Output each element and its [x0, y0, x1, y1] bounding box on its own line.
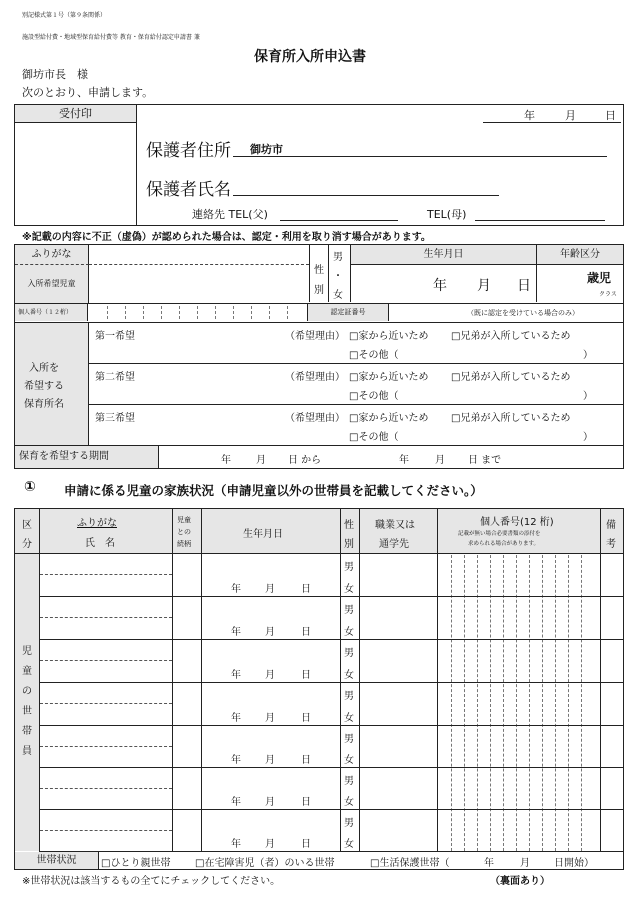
- section-number: ①: [24, 479, 36, 495]
- cert-note: （既に認定を受けている場合のみ）: [467, 309, 579, 317]
- age-label: 年齢区分: [537, 245, 623, 265]
- back-page-note: （裏面あり）: [490, 876, 550, 887]
- address-label: 保護者住所: [146, 141, 231, 161]
- preference-row-3[interactable]: 第三希望 （希望理由） □家から近いため □兄弟が入所しているため □その他（ ）: [89, 405, 623, 445]
- family-row[interactable]: 年 月 日 男 女: [40, 597, 623, 640]
- preference-row-1[interactable]: 第一希望 （希望理由） □家から近いため □兄弟が入所しているため □その他（ ）: [89, 323, 623, 363]
- address-value[interactable]: 御坊市: [250, 143, 283, 156]
- birth-input[interactable]: 年 月 日: [351, 265, 537, 302]
- family-row[interactable]: 年 月 日 男 女: [40, 768, 623, 810]
- birth-label: 生年月日: [351, 245, 537, 265]
- stamp-label: 受付印: [15, 105, 136, 123]
- intro-text: 次のとおり、申請します。: [22, 86, 154, 99]
- name-line[interactable]: [233, 195, 499, 196]
- period-input[interactable]: 年 月 日 から 年 月 日 まで: [221, 455, 502, 466]
- tel-mother-line[interactable]: [475, 220, 605, 221]
- near-checkbox[interactable]: □家から近いため: [349, 372, 429, 383]
- address-line: [233, 156, 607, 157]
- family-row[interactable]: 年 月 日 男 女: [40, 640, 623, 683]
- sex-select[interactable]: 男 ・ 女: [328, 245, 351, 302]
- class-label: クラス: [599, 291, 617, 298]
- child-block: ふりがな 入所希望児童 性 別 男 ・ 女 生年月日 年 月 日 年齢区分 歳児 クラス 個人番号（１２桁） 認定証番号 （既に認定を受けている場合のみ） 入所を 希望する 保育所名 第一希望 （希望理由） □家から近いため □兄弟が入所しているため □その他（ ） 第二希望 （希望理由） □家から近いため □兄弟が入所しているため □その他（ ） 第三希望 （希望理由） □家から近いため □兄弟が入所しているため □その他（ ） 保育を希望する期間 年 月 日 から 年 月 日 まで: [14, 244, 624, 469]
- cert-label: 認定証番号: [307, 304, 389, 321]
- child-name-input[interactable]: [89, 245, 309, 302]
- footer-note: ※世帯状況は該当するもの全てにチェックしてください。: [22, 876, 281, 887]
- tel-father-line[interactable]: [280, 220, 398, 221]
- name-label: 保護者氏名: [146, 180, 231, 200]
- date-year: 年: [524, 109, 535, 122]
- stamp-area: [15, 105, 137, 225]
- warning-text: ※記載の内容に不正（虚偽）が認められた場合は、認定・利用を取り消す場合があります。: [22, 232, 431, 243]
- applicant-box: [14, 104, 624, 226]
- page-title: 保育所入所申込書: [254, 49, 366, 65]
- other-checkbox[interactable]: □その他（: [349, 432, 399, 443]
- tel-mother-label: TEL(母): [427, 208, 467, 221]
- sibling-checkbox[interactable]: □兄弟が入所しているため: [451, 413, 571, 424]
- female-option[interactable]: 女: [333, 290, 343, 301]
- other-checkbox[interactable]: □その他（: [349, 391, 399, 402]
- child-label: 入所希望児童: [15, 265, 89, 303]
- disabled-checkbox[interactable]: □在宅障害児（者）のいる世帯: [195, 858, 335, 869]
- date-month: 月: [565, 109, 576, 122]
- family-table: 区 分 ふりがな 氏 名 児童 との 続柄 生年月日 性 別 職業又は 通学先 個人番号(12 桁) 記載が無い場合必要書類の添付を 求められる場合があります。 備 考 児 童 の 世 帯 員 年 月 日 男 女 年 月 日 男 女 年 月 日 男 女 年 月 日 男 女 年 月 日 男 女 年 月 日 男 女 年 月 日 男 女 世帯状況 □ひとり親世帯 □在宅障害児（者）のいる世帯 □生活保護世帯（ 年 月 日開始）: [14, 508, 624, 870]
- tel-father-label: 連絡先 TEL(父): [192, 208, 268, 221]
- family-row[interactable]: 年 月 日 男 女: [40, 683, 623, 726]
- id-label: 個人番号（１２桁）: [15, 304, 88, 321]
- welfare-checkbox[interactable]: □生活保護世帯（: [370, 858, 450, 869]
- date-day: 日: [605, 109, 616, 122]
- status-options: □ひとり親世帯 □在宅障害児（者）のいる世帯 □生活保護世帯（ 年 月 日開始）: [99, 852, 623, 869]
- addressee: 御坊市長 様: [22, 68, 88, 81]
- preference-row-2[interactable]: 第二希望 （希望理由） □家から近いため □兄弟が入所しているため □その他（ ）: [89, 364, 623, 404]
- family-row[interactable]: 年 月 日 男 女: [40, 726, 623, 768]
- id-input[interactable]: [89, 304, 307, 321]
- furigana-label: ふりがな: [15, 245, 89, 265]
- near-checkbox[interactable]: □家から近いため: [349, 413, 429, 424]
- sibling-checkbox[interactable]: □兄弟が入所しているため: [451, 331, 571, 342]
- sex-label-2: 別: [314, 285, 324, 296]
- age-unit[interactable]: 歳児: [587, 271, 612, 285]
- other-checkbox[interactable]: □その他（: [349, 350, 399, 361]
- near-checkbox[interactable]: □家から近いため: [349, 331, 429, 342]
- sex-label-1: 性: [314, 265, 324, 276]
- section-title: 申請に係る児童の家族状況（申請児童以外の世帯員を記載してください。）: [64, 483, 483, 498]
- family-row[interactable]: 年 月 日 男 女: [40, 810, 623, 852]
- male-option[interactable]: 男: [333, 252, 343, 263]
- family-row[interactable]: 年 月 日 男 女: [40, 554, 623, 597]
- status-label: 世帯状況: [15, 852, 99, 869]
- form-subtitle: 施設型給付費・地域型保育給付費等 教育・保育給付認定申請書 兼: [22, 34, 200, 41]
- period-label: 保育を希望する期間: [15, 446, 159, 468]
- single-parent-checkbox[interactable]: □ひとり親世帯: [101, 858, 171, 869]
- sibling-checkbox[interactable]: □兄弟が入所しているため: [451, 372, 571, 383]
- form-number: 別記様式第１号（第９条関係）: [22, 12, 107, 19]
